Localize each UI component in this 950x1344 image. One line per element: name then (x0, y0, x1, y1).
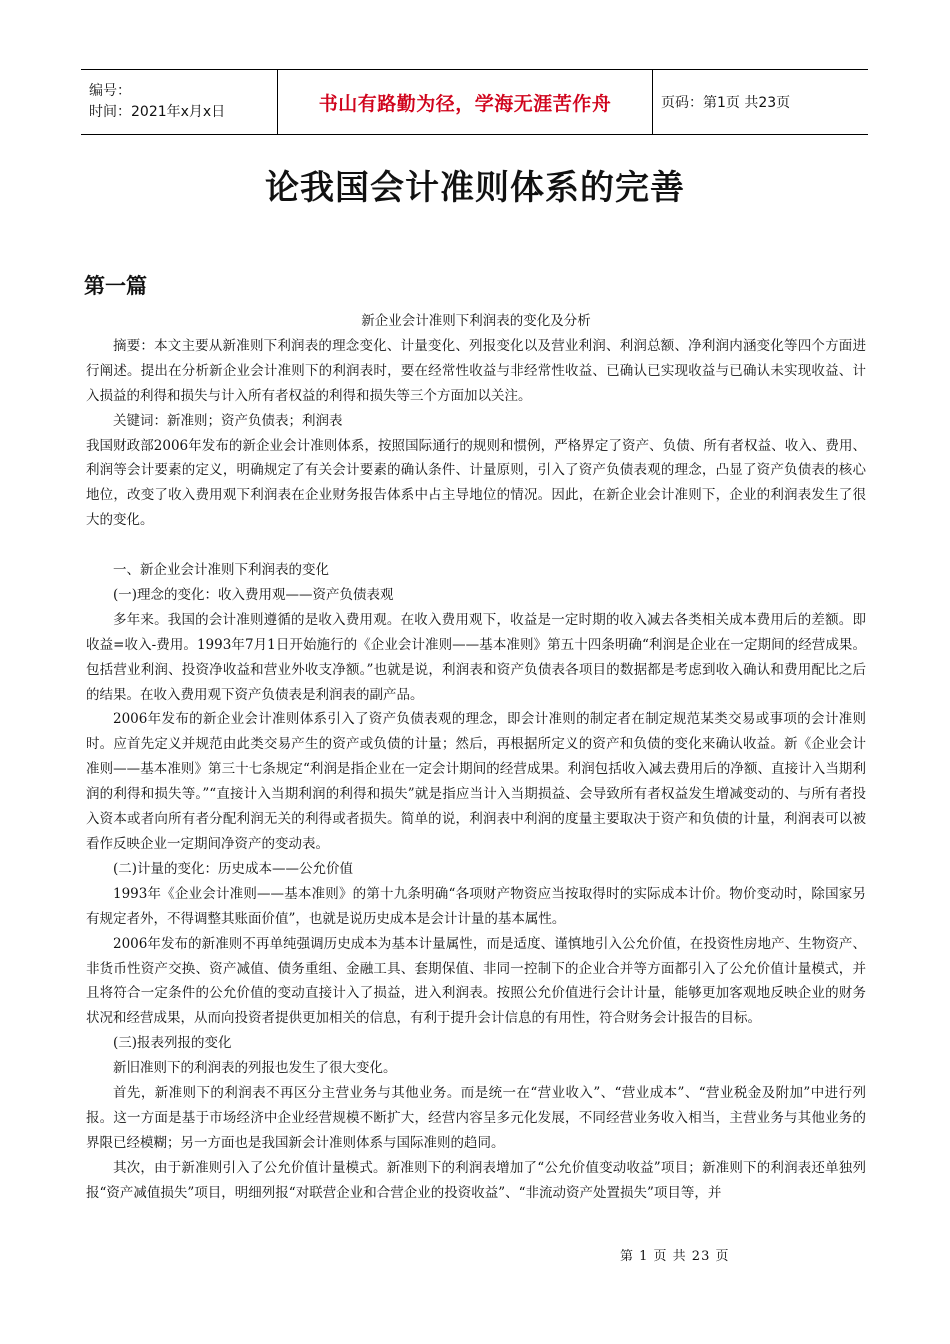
subheading-part-one: 一、新企业会计准则下利润表的变化 (113, 562, 329, 579)
body-paragraph: 1993年《企业会计准则——基本准则》的第十九条明确“各项财产物资应当按取得时的实际成本计价。物价变动时，除国家另有规定者外，不得调整其账面价值”，也就是说历史成本是会计计量的基本属性。 (86, 885, 866, 927)
spacer (86, 533, 866, 558)
body-paragraph: 首先，新准则下的利润表不再区分主营业务与其他业务。而是统一在“营业收入”、“营业成本”、“营业税金及附加”中进行列报。这一方面是基于市场经济中企业经营规模不断扩大，经营内容呈多元化发展，不同经营业务收入相当，主营业务与其他业务的界限已经模糊；另一方面也是我国新会计准则体系与国际准则的趋同。 (86, 1085, 866, 1151)
body-paragraph: 2006年发布的新企业会计准则体系引入了资产负债表观的理念，即会计准则的制定者在制定规范某类交易或事项的会计准则时。应首先定义并规范由此类交易产生的资产或负债的计量；然后，再根据所定义的资产和负债的变化来确认收益。新《企业会计准则——基本准则》第三十七条规定“利润是指企业在一定会计期间的经营成果。利润包括收入减去费用后的净额、直接计入当期利润的利得和损失等。”“直接计入当期利润的利得和损失”就是指应当计入当期损益、会导致所有者权益发生增减变动的、与所有者投入资本或者向所有者分配利润无关的利得或者损失。简单的说，利润表中利润的度量主要取决于资产和负债的计量，利润表可以被看作反映企业一定期间净资产的变动表。 (86, 711, 866, 853)
body-paragraph: 新旧准则下的利润表的列报也发生了很大变化。 (113, 1060, 397, 1077)
page-header-table (81, 69, 868, 135)
date-label: 时间：2021年x月x日 (89, 104, 226, 120)
header-motto-cell (277, 70, 653, 134)
keywords-line: 关键词：新准则；资产负债表；利润表 (113, 412, 343, 429)
abstract-paragraph: 摘要：本文主要从新准则下利润表的理念变化、计量变化、列报变化以及营业利润、利润总额、净利润内涵变化等四个方面进行阐述。提出在分析新企业会计准则下的利润表时，要在经常性收益与非经常性收益、已确认已实现收益与已确认未实现收益、计入损益的利得和损失与计入所有者权益的利得和损失等三个方面加以关注。 (86, 337, 866, 404)
article-subtitle: 新企业会计准则下利润表的变化及分析 (361, 313, 591, 329)
body-paragraph: 2006年发布的新准则不再单纯强调历史成本为基本计量属性，而是适度、谨慎地引入公允价值，在投资性房地产、生物资产、非货币性资产交换、资产减值、债务重组、金融工具、套期保值、非同一控制下的企业合并等方面都引入了公允价值计量模式，并且将符合一定条件的公允价值的变动直接计入了损益，进入利润表。按照公允价值进行会计计量，能够更加客观地反映企业的财务状况和经营成果，从而向投资者提供更加相关的信息，有利于提升会计信息的有用性，符合财务会计报告的目标。 (86, 935, 866, 1027)
document-title: 论我国会计准则体系的完善 (265, 168, 685, 208)
body-paragraph: 多年来。我国的会计准则遵循的是收入费用观。在收入费用观下，收益是一定时期的收入减去各类相关成本费用后的差额。即收益=收入-费用。1993年7月1日开始施行的《企业会计准则——基本准则》第五十四条明确“利润是企业在一定期间的经营成果。包括营业利润、投资净收益和营业外收支净额。”也就是说，利润表和资产负债表各项目的数据都是考虑到收入确认和费用配比之后的结果。在收入费用观下资产负债表是利润表的副产品。 (86, 611, 866, 703)
subheading-presentation-change: (三)报表列报的变化 (113, 1035, 232, 1052)
subheading-measurement-change: (二)计量的变化：历史成本——公允价值 (113, 860, 354, 877)
body-paragraph: 其次，由于新准则引入了公允价值计量模式。新准则下的利润表增加了“公允价值变动收益”项目；新准则下的利润表还单独列报“资产减值损失”项目，明细列报“对联营企业和合营企业的投资收益”、“非流动资产处置损失”项目等，并 (86, 1159, 866, 1201)
subheading-concept-change: (一)理念的变化：收入费用观——资产负债表观 (113, 586, 394, 603)
body-content (86, 309, 866, 1206)
header-page-cell (653, 70, 868, 134)
header-meta-cell (81, 70, 277, 134)
serial-number-label: 编号： (89, 83, 131, 99)
section-heading: 第一篇 (84, 274, 147, 298)
intro-paragraph: 我国财政部2006年发布的新企业会计准则体系，按照国际通行的规则和惯例，严格界定了资产、负债、所有者权益、收入、费用、利润等会计要素的定义，明确规定了有关会计要素的确认条件、计量原则，引入了资产负债表观的理念，凸显了资产负债表的核心地位，改变了收入费用观下利润表在企业财务报告体系中占主导地位的情况。因此，在新企业会计准则下，企业的利润表发生了很大的变化。 (86, 437, 866, 529)
page-info: 页码：第1页 共23页 (661, 95, 791, 111)
page-footer: 第 1 页 共 23 页 (620, 1249, 730, 1264)
motto-text: 书山有路勤为径，学海无涯苦作舟 (318, 92, 612, 115)
